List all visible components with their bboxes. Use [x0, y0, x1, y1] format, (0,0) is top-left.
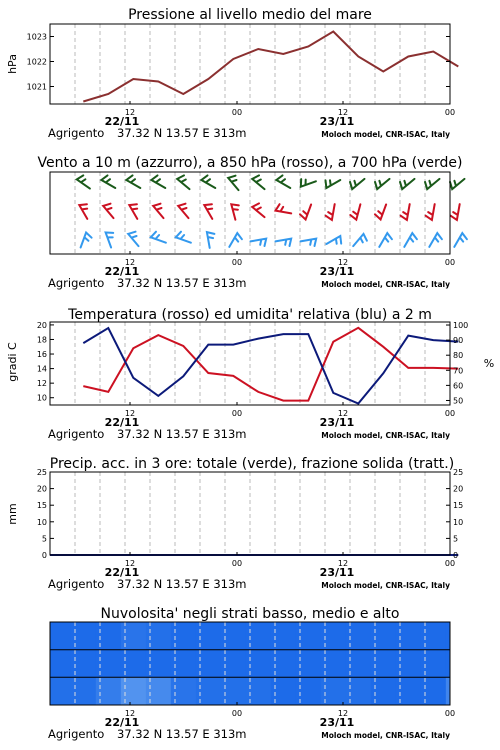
wind-barb-700hpa	[301, 179, 316, 187]
wind-barb-10m	[326, 236, 341, 244]
cloud-panel	[48, 606, 455, 741]
x-tick-label: 00	[444, 709, 456, 718]
date-label: 22/11	[104, 265, 140, 278]
cloud-cell	[50, 677, 71, 705]
location-name: Agrigento	[48, 126, 105, 140]
wind-barb-850hpa	[178, 204, 188, 218]
x-tick-label: 00	[444, 409, 456, 418]
wind-barb-10m	[106, 233, 114, 248]
model-credit: Moloch model, CNR-ISAC, Italy	[321, 280, 450, 289]
wind-barb-850hpa	[350, 204, 360, 219]
date-label: 23/11	[319, 566, 355, 579]
model-credit: Moloch model, CNR-ISAC, Italy	[321, 431, 450, 440]
y-tick-label-right: 60	[453, 381, 464, 391]
x-tick-label: 00	[231, 409, 243, 418]
wind-barb-700hpa	[450, 179, 465, 189]
wind-barb-700hpa	[326, 180, 341, 188]
location-name: Agrigento	[48, 427, 105, 441]
y-tick-label: 20	[36, 484, 47, 494]
y-tick-label: 10	[36, 393, 47, 403]
date-label: 23/11	[319, 265, 355, 278]
wind-barb-10m	[128, 232, 138, 246]
location-coords: 37.32 N 13.57 E 313m	[117, 276, 247, 290]
wind-barb-850hpa	[204, 204, 212, 219]
humidity-ylabel: %	[483, 357, 495, 370]
x-tick-label: 12	[124, 108, 136, 117]
x-tick-label: 00	[231, 108, 243, 117]
wind-barb-850hpa	[231, 204, 239, 219]
precip-ylabel: mm	[6, 503, 19, 525]
x-tick-label: 12	[337, 559, 349, 568]
x-tick-label: 00	[444, 108, 456, 117]
wind-barb-10m	[229, 233, 242, 247]
x-tick-label: 12	[124, 559, 136, 568]
wind-barb-850hpa	[79, 204, 87, 219]
wind-barb-850hpa	[129, 204, 137, 219]
wind-barb-850hpa	[276, 204, 292, 213]
temperature-panel	[6, 307, 494, 441]
y-tick-label: 25	[36, 468, 47, 477]
x-tick-label: 12	[124, 409, 136, 418]
wind-barb-10m	[454, 233, 467, 247]
pressure-title: Pressione al livello medio del mare	[128, 7, 372, 23]
x-tick-label: 00	[231, 258, 243, 267]
y-tick-label-right: 20	[453, 484, 464, 494]
y-tick-label-right: 50	[453, 396, 464, 406]
y-tick-label-right: 100	[453, 321, 469, 331]
date-label: 23/11	[319, 416, 355, 429]
wind-barb-850hpa	[451, 204, 460, 220]
y-tick-label-right: 15	[453, 501, 464, 511]
y-tick-label-right: 80	[453, 351, 464, 361]
y-tick-label-right: 90	[453, 336, 464, 346]
date-label: 22/11	[104, 716, 140, 729]
precip-title: Precip. acc. in 3 ore: totale (verde), frazione solida (tratt.)	[49, 456, 455, 472]
y-tick-label: 10	[36, 517, 47, 527]
y-tick-label-right: 0	[453, 551, 459, 560]
wind-barb-700hpa	[151, 175, 165, 188]
y-tick-label: 20	[36, 320, 47, 330]
wind-barb-700hpa	[252, 175, 264, 189]
wind-barb-700hpa	[400, 179, 415, 189]
cloud-cell	[50, 650, 71, 678]
humidity-line	[83, 328, 458, 404]
wind-barb-700hpa	[276, 175, 290, 188]
wind-barb-700hpa	[77, 175, 90, 188]
y-tick-label: 14	[36, 364, 47, 374]
x-tick-label: 12	[337, 258, 349, 267]
y-tick-label: 5	[41, 534, 47, 544]
x-tick-label: 00	[444, 559, 456, 568]
x-tick-label: 12	[337, 409, 349, 418]
wind-barb-850hpa	[252, 203, 264, 217]
wind-barb-700hpa	[228, 176, 238, 190]
model-credit: Moloch model, CNR-ISAC, Italy	[321, 731, 450, 740]
wind-title: Vento a 10 m (azzurro), a 850 hPa (rosso), a 700 hPa (verde)	[37, 155, 463, 171]
pressure-ylabel: hPa	[6, 54, 19, 74]
wind-barb-700hpa	[126, 175, 140, 188]
wind-barb-700hpa	[101, 175, 115, 188]
wind-barb-850hpa	[401, 204, 410, 220]
location-coords: 37.32 N 13.57 E 313m	[117, 727, 247, 741]
wind-barb-700hpa	[350, 179, 365, 189]
x-tick-label: 12	[337, 108, 349, 117]
location-coords: 37.32 N 13.57 E 313m	[117, 577, 247, 591]
location-name: Agrigento	[48, 577, 105, 591]
wind-barb-700hpa	[177, 175, 189, 189]
y-tick-label: 1021	[26, 82, 47, 92]
model-credit: Moloch model, CNR-ISAC, Italy	[321, 130, 450, 139]
wind-barb-700hpa	[375, 179, 390, 189]
wind-barb-10m	[207, 232, 215, 248]
wind-barb-10m	[176, 232, 191, 243]
cloud-cell	[50, 622, 71, 650]
cloud-title: Nuvolosita' negli strati basso, medio e alto	[100, 606, 400, 622]
wind-barb-700hpa	[201, 175, 215, 188]
wind-barb-850hpa	[153, 204, 163, 218]
wind-barb-10m	[81, 233, 92, 248]
wind-barb-10m	[379, 233, 392, 247]
x-tick-label: 00	[231, 709, 243, 718]
y-tick-label: 18	[36, 335, 47, 345]
date-label: 22/11	[104, 115, 140, 128]
x-tick-label: 00	[231, 559, 243, 568]
location-coords: 37.32 N 13.57 E 313m	[117, 126, 247, 140]
temperature-title: Temperatura (rosso) ed umidita' relativa (blu) a 2 m	[68, 307, 432, 323]
pressure-panel	[6, 7, 458, 140]
date-label: 23/11	[319, 716, 355, 729]
wind-barb-850hpa	[103, 204, 113, 218]
location-name: Agrigento	[48, 727, 105, 741]
date-label: 22/11	[104, 566, 140, 579]
y-tick-label: 15	[36, 501, 47, 511]
pressure-line	[83, 32, 458, 102]
y-tick-label: 16	[36, 350, 47, 360]
wind-barb-10m	[251, 239, 267, 246]
wind-barb-850hpa	[300, 205, 311, 220]
precip-panel	[6, 456, 463, 591]
wind-panel	[37, 155, 466, 290]
y-tick-label: 1023	[26, 32, 47, 42]
wind-barb-850hpa	[326, 204, 335, 220]
wind-barb-10m	[429, 233, 442, 247]
model-credit: Moloch model, CNR-ISAC, Italy	[321, 581, 450, 590]
temperature-line	[83, 328, 458, 401]
y-tick-label-right: 5	[453, 534, 459, 544]
x-tick-label: 00	[444, 258, 456, 267]
y-tick-label: 0	[41, 551, 47, 560]
wind-barb-850hpa	[375, 205, 386, 220]
y-tick-label: 1022	[26, 57, 47, 67]
temperature-ylabel: gradi C	[6, 342, 19, 382]
wind-barb-10m	[151, 232, 166, 243]
date-label: 22/11	[104, 416, 140, 429]
date-label: 23/11	[319, 115, 355, 128]
y-tick-label-right: 70	[453, 366, 464, 376]
location-name: Agrigento	[48, 276, 105, 290]
wind-barb-10m	[353, 234, 367, 246]
x-tick-label: 12	[337, 709, 349, 718]
wind-barb-10m	[276, 239, 292, 246]
x-tick-label: 12	[124, 709, 136, 718]
location-coords: 37.32 N 13.57 E 313m	[117, 427, 247, 441]
y-tick-label-right: 10	[453, 517, 464, 527]
wind-barb-10m	[301, 239, 317, 246]
y-tick-label: 12	[36, 379, 47, 389]
wind-barb-850hpa	[426, 204, 435, 220]
wind-barb-10m	[404, 233, 417, 247]
y-tick-label-right: 25	[453, 468, 464, 477]
x-tick-label: 12	[124, 258, 136, 267]
wind-barb-700hpa	[425, 179, 440, 189]
